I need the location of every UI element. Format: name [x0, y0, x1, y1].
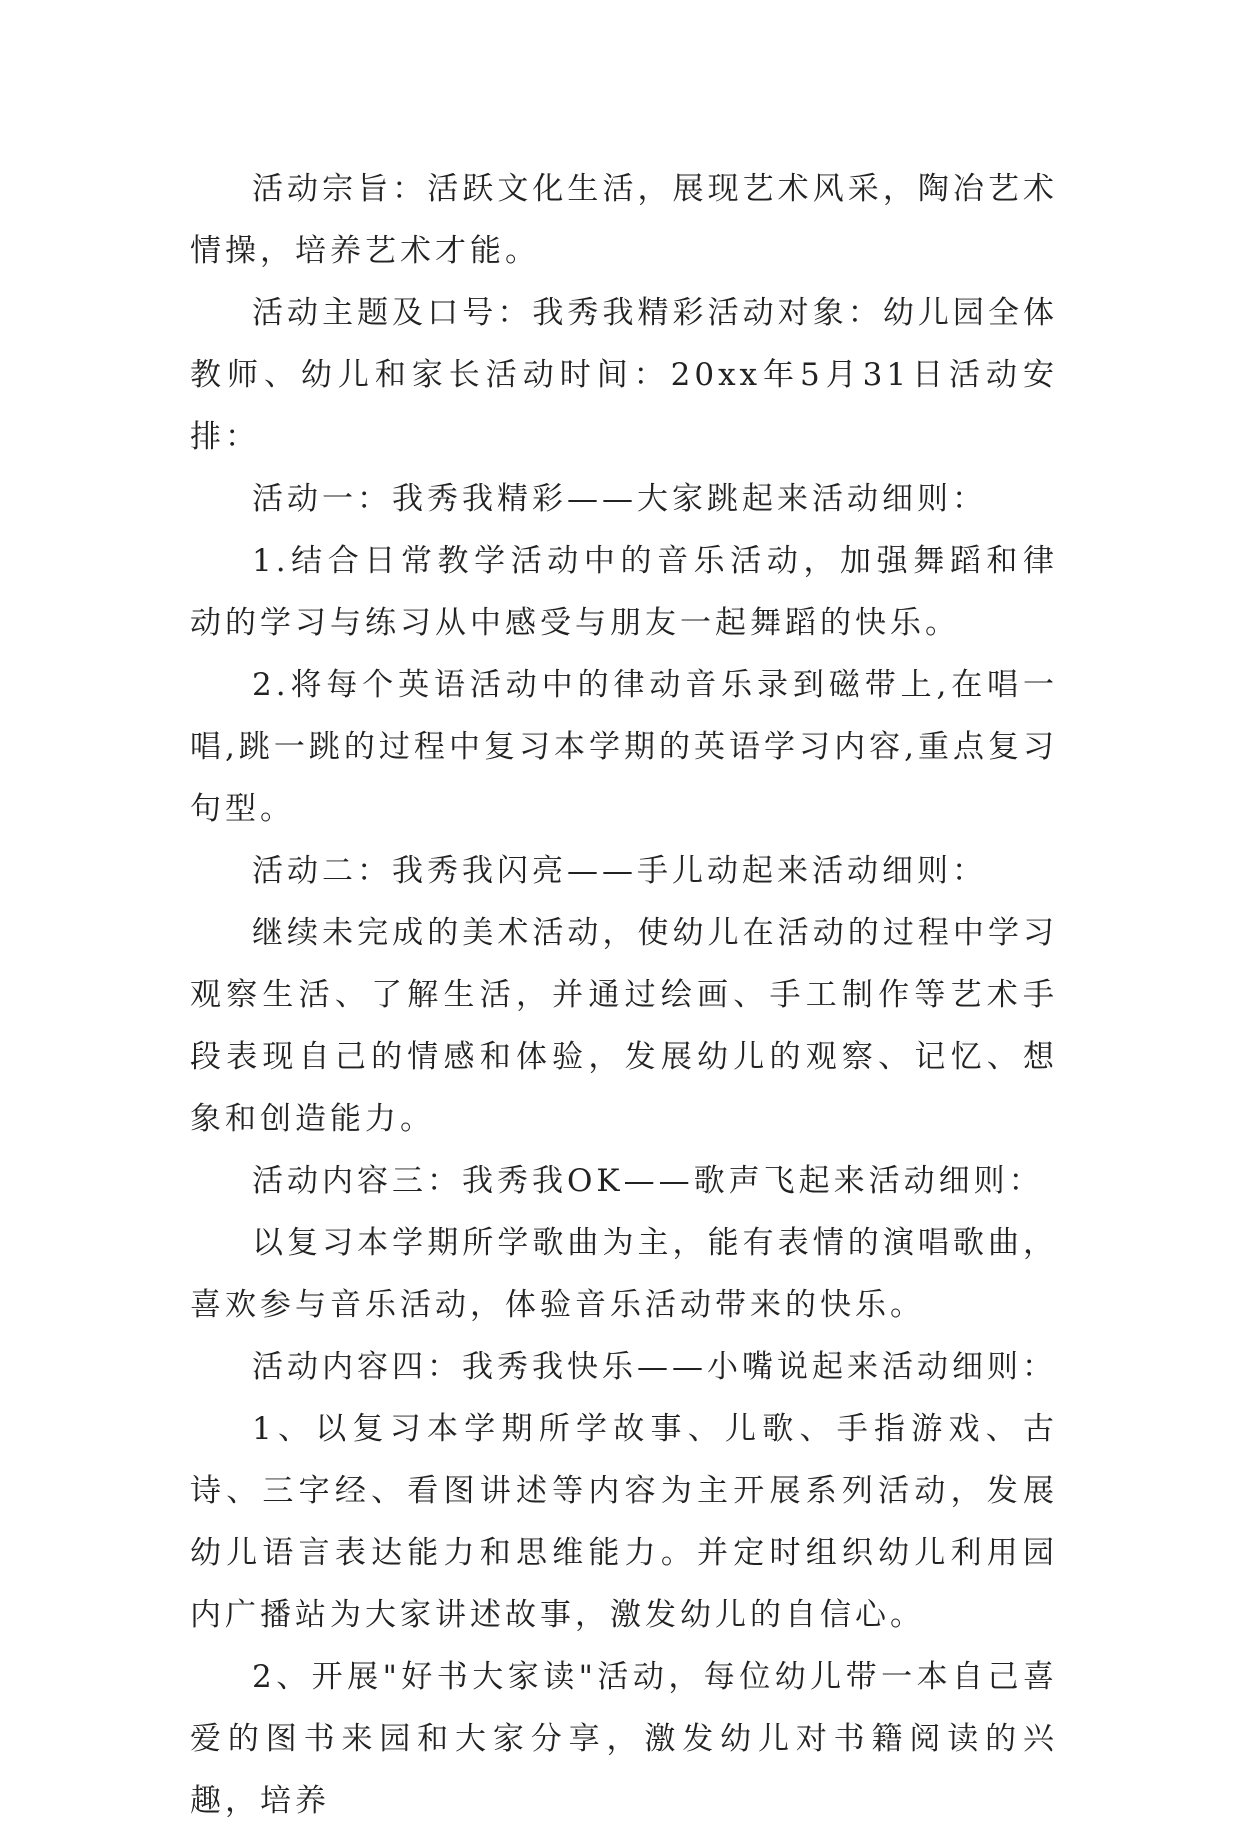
paragraph-activity-one-rule-1: 1.结合日常教学活动中的音乐活动，加强舞蹈和律动的学习与练习从中感受与朋友一起舞蹈的快乐。	[190, 543, 1058, 641]
paragraph-activity-two-title: 活动二：我秀我闪亮——手儿动起来活动细则：	[252, 853, 987, 889]
paragraph-activity-two-rule: 继续未完成的美术活动，使幼儿在活动的过程中学习观察生活、了解生活，并通过绘画、手工制作等艺术手段表现自己的情感和体验，发展幼儿的观察、记忆、想象和创造能力。	[190, 915, 1058, 1137]
paragraph-activity-three-rule: 以复习本学期所学歌曲为主，能有表情的演唱歌曲，喜欢参与音乐活动，体验音乐活动带来的快乐。	[190, 1225, 1058, 1323]
paragraph-activity-four-title: 活动内容四：我秀我快乐——小嘴说起来活动细则：	[252, 1349, 1057, 1385]
document-body	[190, 158, 1058, 1832]
paragraph-activity-four-rule-2: 2、开展"好书大家读"活动，每位幼儿带一本自己喜爱的图书来园和大家分享，激发幼儿对书籍阅读的兴趣，培养	[190, 1659, 1058, 1819]
paragraph-activity-three-title: 活动内容三：我秀我OK——歌声飞起来活动细则：	[252, 1163, 1044, 1199]
paragraph-activity-one-rule-2: 2.将每个英语活动中的律动音乐录到磁带上,在唱一唱,跳一跳的过程中复习本学期的英语学习内容,重点复习句型。	[190, 667, 1058, 827]
paragraph-theme: 活动主题及口号：我秀我精彩活动对象：幼儿园全体教师、幼儿和家长活动时间：20xx年5月31日活动安排：	[190, 295, 1058, 455]
paragraph-activity-four-rule-1: 1、以复习本学期所学故事、儿歌、手指游戏、古诗、三字经、看图讲述等内容为主开展系列活动，发展幼儿语言表达能力和思维能力。并定时组织幼儿利用园内广播站为大家讲述故事，激发幼儿的自信心。	[190, 1411, 1058, 1633]
paragraph-activity-one-title: 活动一：我秀我精彩——大家跳起来活动细则：	[252, 481, 987, 517]
paragraph-purpose: 活动宗旨：活跃文化生活，展现艺术风采，陶冶艺术情操，培养艺术才能。	[190, 171, 1058, 269]
